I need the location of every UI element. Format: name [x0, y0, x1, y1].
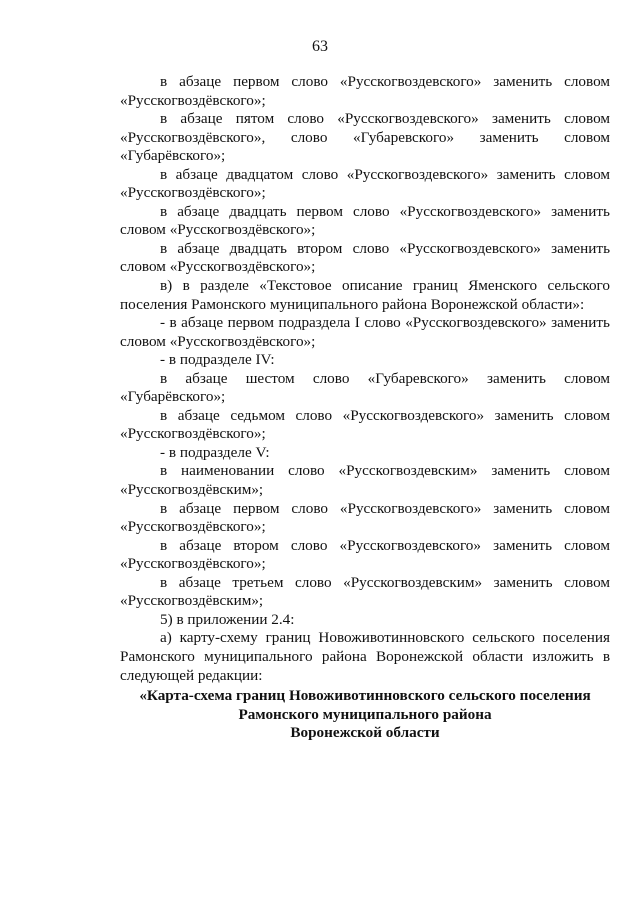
amendment-paragraph: в абзаце двадцатом слово «Русскогвоздевского» заменить словом «Русскогвоздёвского»;: [120, 165, 610, 202]
amendment-paragraph: в абзаце двадцать первом слово «Русскогвоздевского» заменить словом «Русскогвоздёвского»;: [120, 202, 610, 239]
heading-line: Воронежской области: [290, 724, 440, 742]
amendment-paragraph: в абзаце седьмом слово «Русскогвоздевского» заменить словом «Русскогвоздёвского»;: [120, 406, 610, 443]
amendment-paragraph: в абзаце шестом слово «Губаревского» заменить словом «Губарёвского»;: [120, 369, 610, 406]
amendment-paragraph: в абзаце третьем слово «Русскогвоздевским» заменить словом «Русскогвоздёвским»;: [120, 573, 610, 610]
amendment-paragraph: в абзаце двадцать втором слово «Русскогвоздевского» заменить словом «Русскогвоздёвского»;: [120, 239, 610, 276]
page-number: 63: [312, 38, 328, 55]
map-scheme-heading: [120, 687, 610, 743]
amendment-paragraph: в абзаце пятом слово «Русскогвоздевского» заменить словом «Русскогвоздёвского», слово «Губаревского» заменить словом «Губарёвского»;: [120, 110, 610, 165]
subsection-label: - в подразделе V:: [160, 443, 270, 461]
amendment-paragraph: в абзаце втором слово «Русскогвоздевского» заменить словом «Русскогвоздёвского»;: [120, 536, 610, 573]
amendment-paragraph: - в абзаце первом подраздела I слово «Русскогвоздевского» заменить словом «Русскогвоздёвского»;: [120, 314, 610, 350]
amendment-paragraph: в наименовании слово «Русскогвоздевским» заменить словом «Русскогвоздёвским»;: [120, 462, 610, 499]
heading-line: Рамонского муниципального района: [238, 705, 492, 723]
document-body: [120, 73, 610, 743]
amendment-paragraph: а) карту-схему границ Новоживотинновского сельского поселения Рамонского муниципального района Воронежской области изложить в следующей редакции:: [120, 629, 610, 684]
heading-line: «Карта-схема границ Новоживотинновского сельского поселения: [139, 687, 591, 705]
appendix-label: 5) в приложении 2.4:: [160, 610, 295, 628]
amendment-paragraph: в абзаце первом слово «Русскогвоздевского» заменить словом «Русскогвоздёвского»;: [120, 73, 610, 109]
subsection-label: - в подразделе IV:: [160, 351, 275, 369]
amendment-paragraph: в абзаце первом слово «Русскогвоздевского» заменить словом «Русскогвоздёвского»;: [120, 499, 610, 536]
amendment-paragraph: в) в разделе «Текстовое описание границ Яменского сельского поселения Рамонского муниципального района Воронежской области»:: [120, 277, 610, 313]
